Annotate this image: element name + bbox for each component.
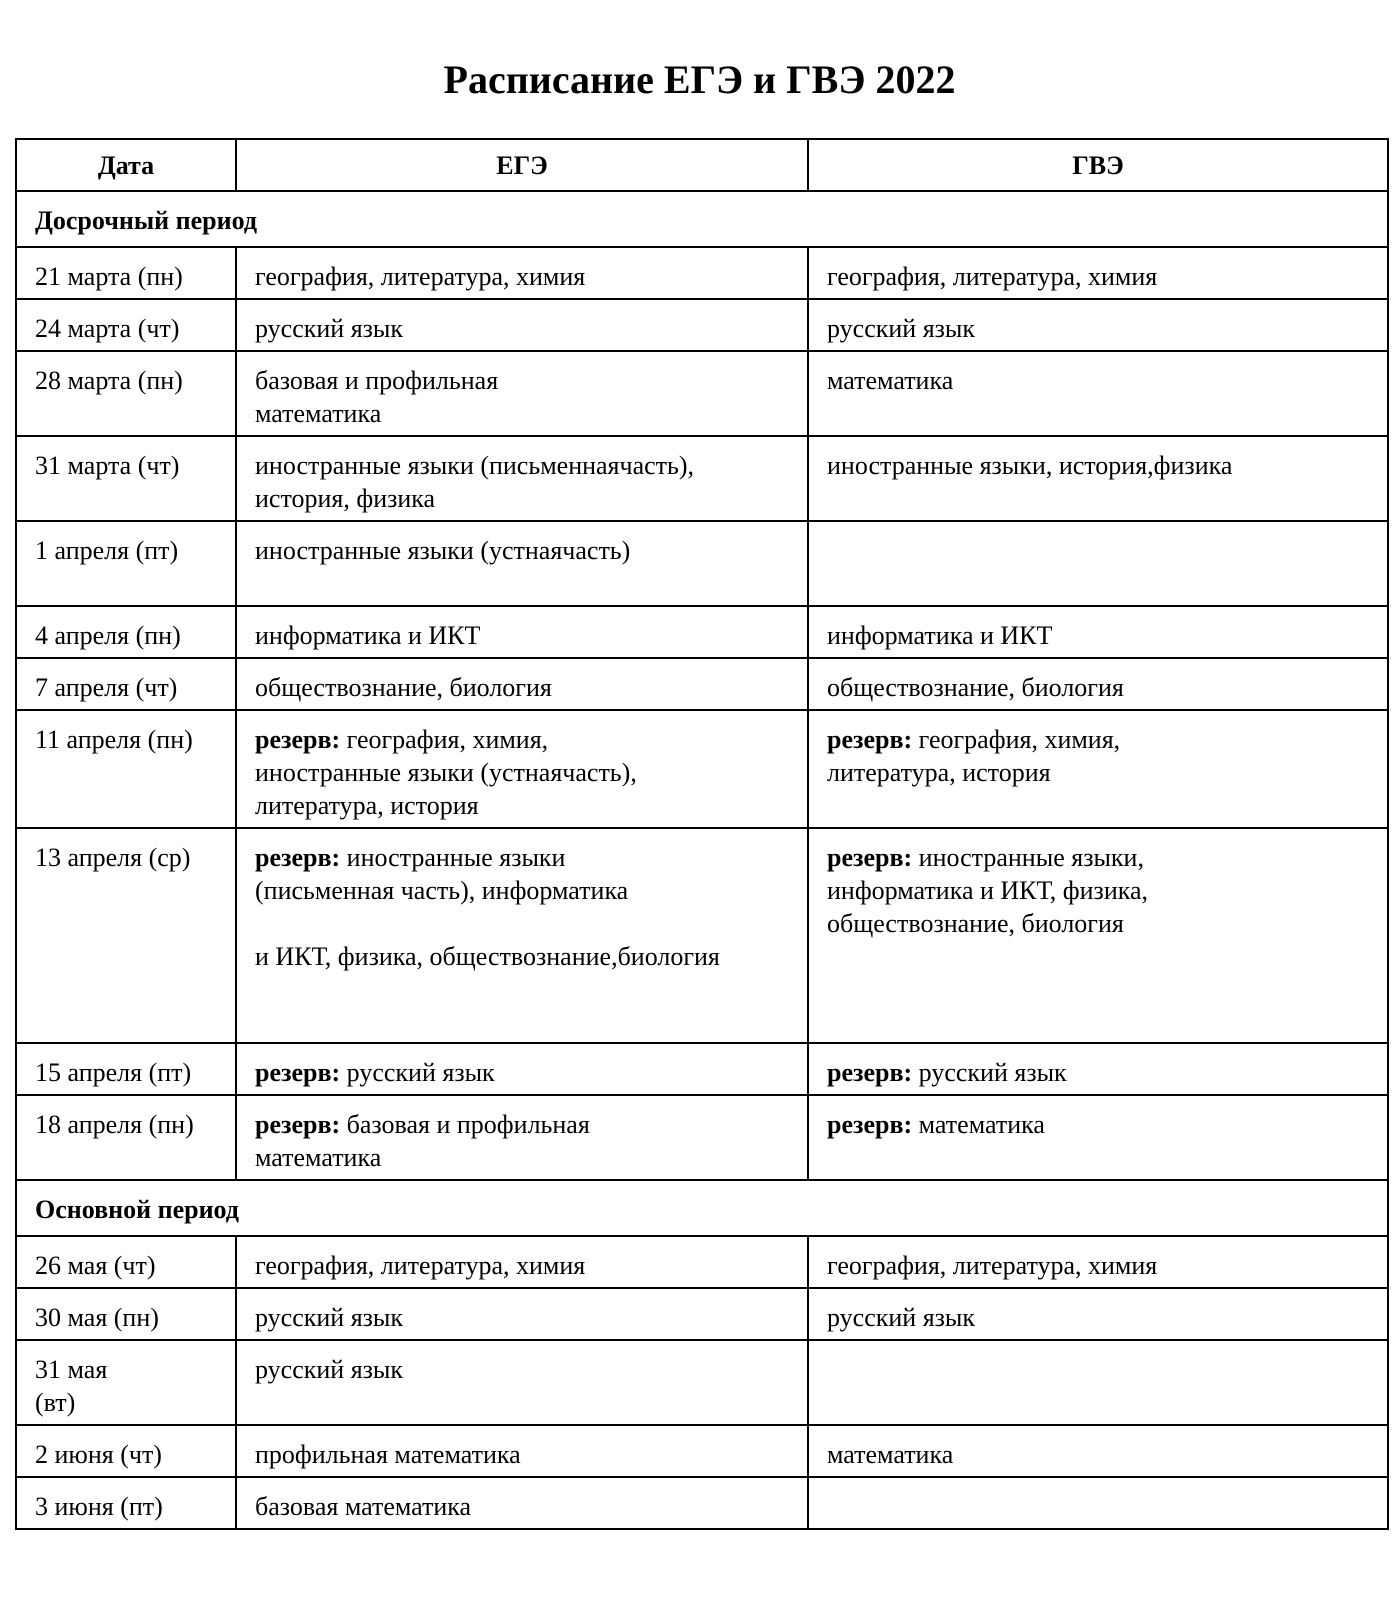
ege-cell: русский язык [236,1288,808,1340]
ege-line: (письменная часть), информатика [255,876,629,905]
section-title: Основной период [16,1180,1388,1236]
table-row [16,1477,1388,1529]
ege-cell: русский язык [236,299,808,351]
gve-cell [808,710,1388,828]
section-title: Досрочный период [16,191,1388,247]
gve-line: обществознание, биология [827,909,1124,938]
ege-cell: информатика и ИКТ [236,606,808,658]
date-cell: 18 апреля (пн) [16,1095,236,1180]
table-row [16,1236,1388,1288]
date-cell: 24 марта (чт) [16,299,236,351]
ege-line: иностранные языки (письменнаячасть), [255,451,695,480]
gve-cell: русский язык [808,299,1388,351]
ege-cell: профильная математика [236,1425,808,1477]
header-ege: ЕГЭ [236,139,808,191]
date-cell: 1 апреля (пт) [16,521,236,606]
gve-cell [808,1340,1388,1425]
date-cell: 30 мая (пн) [16,1288,236,1340]
table-header-row [16,139,1388,191]
date-cell: 21 марта (пн) [16,247,236,299]
date-cell: 13 апреля (ср) [16,828,236,1043]
gve-cell: обществознание, биология [808,658,1388,710]
ege-line: математика [255,399,382,428]
ege-line: математика [255,1143,382,1172]
table-row [16,1043,1388,1095]
reserve-label: резерв: [827,1110,913,1139]
ege-cell [236,828,808,1043]
table-row [16,1425,1388,1477]
date-cell: 31 марта (чт) [16,436,236,521]
gve-cell [808,828,1388,1043]
date-cell: 11 апреля (пн) [16,710,236,828]
schedule-table [15,138,1389,1530]
ege-line: литература, история [255,791,479,820]
ege-cell [236,1095,808,1180]
table-row [16,828,1388,1043]
table-row [16,299,1388,351]
gve-line: география, химия, [918,725,1121,754]
date-cell [16,1340,236,1425]
gve-cell: информатика и ИКТ [808,606,1388,658]
table-row [16,521,1388,606]
reserve-label: резерв: [255,1058,341,1087]
gve-cell [808,1095,1388,1180]
gve-line: информатика и ИКТ, физика, [827,876,1149,905]
gve-line: русский язык [918,1058,1067,1087]
ege-cell [236,436,808,521]
ege-cell: география, литература, химия [236,1236,808,1288]
gve-cell: математика [808,1425,1388,1477]
ege-cell [236,710,808,828]
table-row [16,351,1388,436]
gve-line: иностранные языки, [918,843,1144,872]
date-cell: 15 апреля (пт) [16,1043,236,1095]
table-row [16,436,1388,521]
date-cell: 2 июня (чт) [16,1425,236,1477]
ege-cell: иностранные языки (устнаячасть) [236,521,808,606]
table-row [16,1288,1388,1340]
ege-cell: обществознание, биология [236,658,808,710]
gve-line: литература, история [827,758,1051,787]
ege-line: базовая и профильная [346,1110,590,1139]
date-cell: 7 апреля (чт) [16,658,236,710]
date-cell: 4 апреля (пн) [16,606,236,658]
ege-cell [236,1043,808,1095]
date-line: (вт) [35,1388,76,1417]
date-line: 31 мая [35,1355,108,1384]
gve-cell [808,1477,1388,1529]
page-title: Расписание ЕГЭ и ГВЭ 2022 [443,57,956,102]
ege-line: история, физика [255,484,436,513]
gve-cell [808,1043,1388,1095]
gve-line: математика [918,1110,1045,1139]
date-cell: 26 мая (чт) [16,1236,236,1288]
reserve-label: резерв: [255,843,341,872]
gve-cell: математика [808,351,1388,436]
ege-cell: русский язык [236,1340,808,1425]
ege-line: география, химия, [346,725,549,754]
header-gve: ГВЭ [808,139,1388,191]
reserve-label: резерв: [255,1110,341,1139]
ege-cell: география, литература, химия [236,247,808,299]
section-row-main [16,1180,1388,1236]
table-row [16,658,1388,710]
table-row [16,1340,1388,1425]
ege-line: русский язык [346,1058,495,1087]
table-row [16,1095,1388,1180]
table-row [16,710,1388,828]
ege-line: базовая и профильная [255,366,499,395]
gve-cell [808,521,1388,606]
date-cell: 28 марта (пн) [16,351,236,436]
date-cell: 3 июня (пт) [16,1477,236,1529]
gve-cell: география, литература, химия [808,1236,1388,1288]
gve-cell: география, литература, химия [808,247,1388,299]
ege-cell [236,351,808,436]
reserve-label: резерв: [255,725,341,754]
reserve-label: резерв: [827,1058,913,1087]
table-row [16,606,1388,658]
ege-line: иностранные языки [346,843,566,872]
ege-line: иностранные языки (устнаячасть), [255,758,637,787]
gve-cell: русский язык [808,1288,1388,1340]
section-row-early [16,191,1388,247]
reserve-label: резерв: [827,843,913,872]
table-row [16,247,1388,299]
reserve-label: резерв: [827,725,913,754]
ege-cell: базовая математика [236,1477,808,1529]
ege-line: и ИКТ, физика, обществознание,биология [255,942,720,971]
gve-cell: иностранные языки, история,физика [808,436,1388,521]
header-date: Дата [16,139,236,191]
